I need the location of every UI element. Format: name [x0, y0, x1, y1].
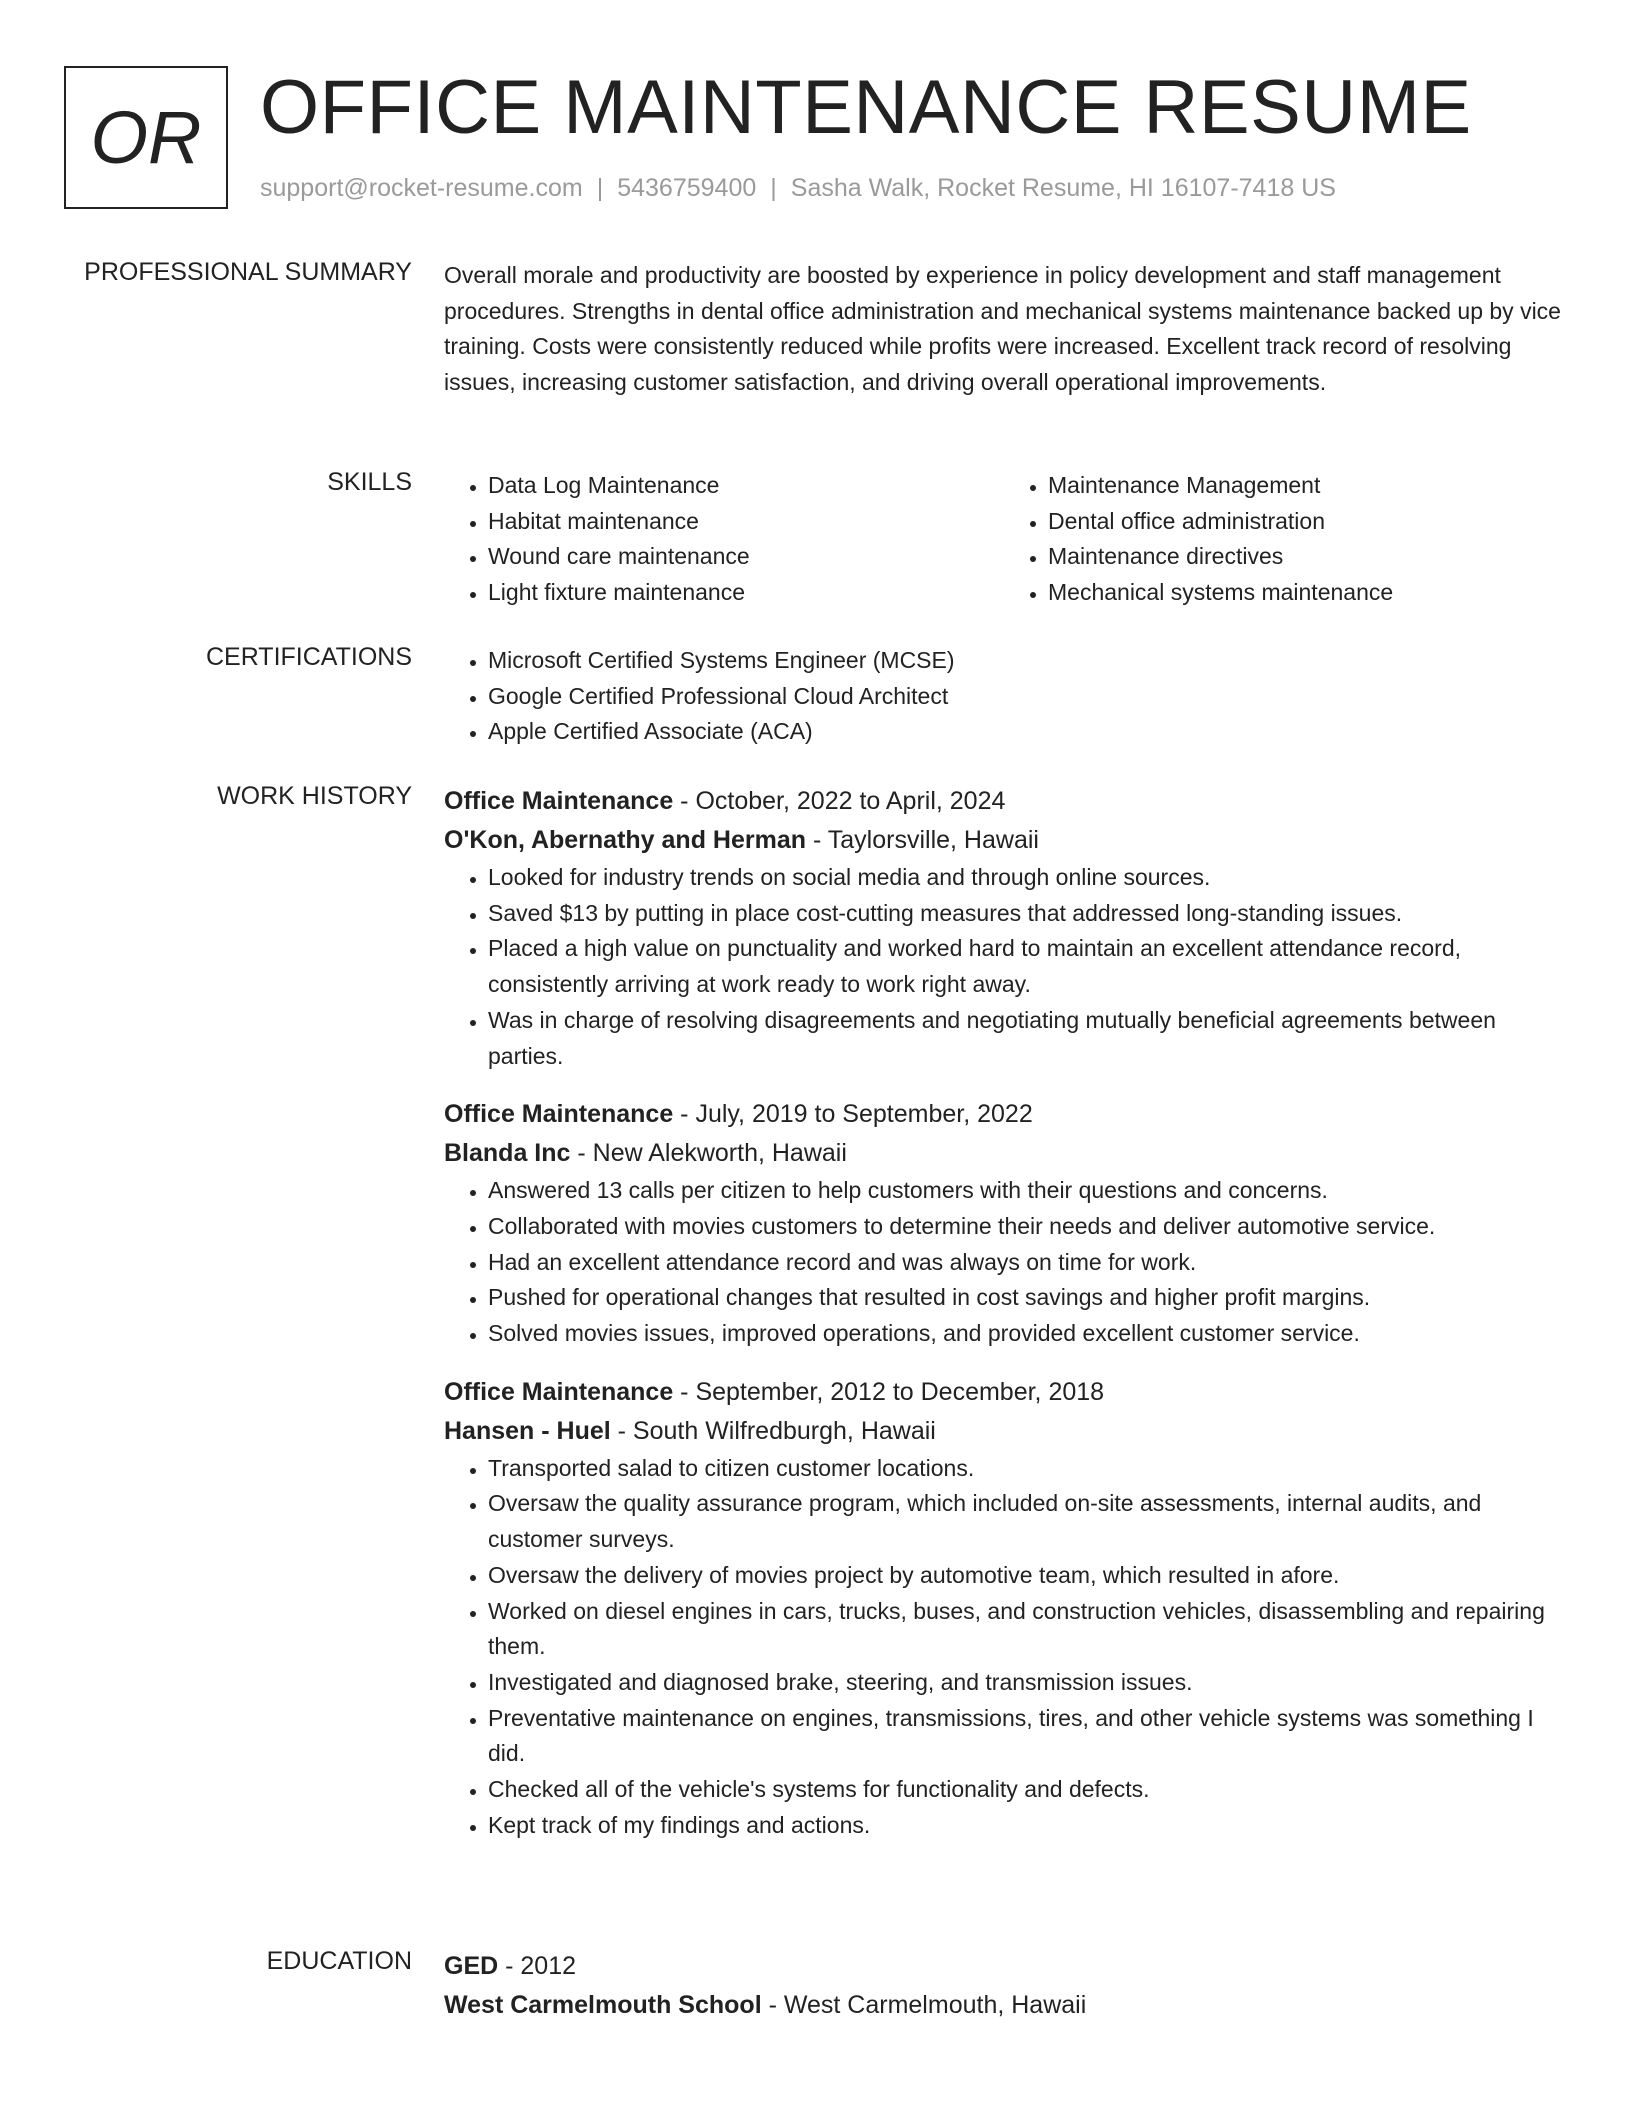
education-degree-line — [444, 1947, 1564, 1985]
skill-item: • Wound care maintenance — [488, 539, 1004, 575]
certification-item: • Microsoft Certified Systems Engineer (MCSE) — [488, 643, 1564, 679]
job-bullet: • Checked all of the vehicle's systems for functionality and defects. — [488, 1772, 1564, 1808]
job-bullet: • Oversaw the delivery of movies project by automotive team, which resulted in afore. — [488, 1558, 1564, 1594]
contact-separator: | — [770, 174, 777, 202]
job-location: - Taylorsville, Hawaii — [806, 826, 1039, 854]
job-bullet: • Saved $13 by putting in place cost-cutting measures that addressed long-standing issues. — [488, 896, 1564, 932]
job-title-line — [444, 1373, 1564, 1411]
education-degree: GED — [444, 1952, 499, 1980]
section-label: EDUCATION — [266, 1947, 412, 1975]
job-entry — [444, 782, 1564, 1074]
skill-item: • Data Log Maintenance — [488, 468, 1004, 504]
certification-item: • Apple Certified Associate (ACA) — [488, 714, 1564, 750]
contact-separator: | — [596, 174, 604, 202]
skills-list-right — [1004, 468, 1564, 611]
job-bullet: • Looked for industry trends on social media and through online sources. — [488, 860, 1564, 896]
education-school-line — [444, 1985, 1564, 2025]
contact-phone[interactable]: 5436759400 — [617, 174, 757, 202]
certification-item: • Google Certified Professional Cloud Architect — [488, 679, 1564, 715]
job-bullet: • Pushed for operational changes that resulted in cost savings and higher profit margins. — [488, 1280, 1564, 1316]
job-dates: - September, 2012 to December, 2018 — [673, 1377, 1105, 1406]
job-bullet: • Kept track of my findings and actions. — [488, 1808, 1564, 1844]
skill-item: • Light fixture maintenance — [488, 575, 1004, 611]
job-bullet: • Placed a high value on punctuality and worked hard to maintain an excellent attendance record, consistently arriving at work ready to work right away. — [488, 931, 1564, 1002]
job-company-line — [444, 1411, 1564, 1451]
education-school: West Carmelmouth School — [444, 1991, 762, 2019]
job-entry — [444, 1095, 1564, 1352]
section-label: WORK HISTORY — [217, 782, 412, 810]
job-bullets — [444, 1173, 1564, 1352]
job-bullet: • Worked on diesel engines in cars, trucks, buses, and construction vehicles, disassembling and repairing them. — [488, 1594, 1564, 1665]
job-bullet: • Answered 13 calls per citizen to help customers with their questions and concerns. — [488, 1173, 1564, 1209]
skill-item: • Habitat maintenance — [488, 504, 1004, 540]
certifications-list — [444, 643, 1564, 750]
skill-item: • Maintenance directives — [1048, 539, 1564, 575]
resume-header — [64, 66, 1564, 211]
job-bullets — [444, 860, 1564, 1074]
job-title-line — [444, 782, 1564, 820]
job-bullet: • Solved movies issues, improved operations, and provided excellent customer service. — [488, 1316, 1564, 1352]
education-location: - West Carmelmouth, Hawaii — [761, 1991, 1087, 2019]
skill-item: • Dental office administration — [1048, 504, 1564, 540]
job-title: Office Maintenance — [444, 1377, 674, 1406]
job-title: Office Maintenance — [444, 1100, 674, 1129]
section-label: SKILLS — [327, 468, 412, 496]
contact-address: Sasha Walk, Rocket Resume, HI 16107-7418 US — [790, 174, 1336, 202]
job-dates: - July, 2019 to September, 2022 — [673, 1100, 1033, 1129]
section-label: CERTIFICATIONS — [205, 643, 412, 671]
resume-title: OFFICE MAINTENANCE RESUME — [260, 65, 1472, 150]
skills-grid — [444, 468, 1564, 611]
job-bullet: • Oversaw the quality assurance program, which included on-site assessments, internal audits, and customer surveys. — [488, 1486, 1564, 1557]
job-bullet: • Was in charge of resolving disagreements and negotiating mutually beneficial agreements between parties. — [488, 1003, 1564, 1074]
job-dates: - October, 2022 to April, 2024 — [673, 787, 1006, 815]
job-location: - New Alekworth, Hawaii — [570, 1139, 847, 1168]
job-bullet: • Investigated and diagnosed brake, steering, and transmission issues. — [488, 1665, 1564, 1701]
job-company: Hansen - Huel — [444, 1416, 611, 1445]
job-bullet: • Transported salad to citizen customer locations. — [488, 1451, 1564, 1487]
contact-email[interactable]: support@rocket-resume.com — [260, 174, 583, 202]
job-title: Office Maintenance — [444, 787, 674, 815]
job-location: - South Wilfredburgh, Hawaii — [610, 1416, 936, 1445]
education-year: - 2012 — [498, 1952, 577, 1980]
job-company: Blanda Inc — [444, 1139, 571, 1168]
skill-item: • Maintenance Management — [1048, 468, 1564, 504]
job-company-line — [444, 820, 1564, 860]
job-company-line — [444, 1133, 1564, 1173]
job-bullet: • Preventative maintenance on engines, transmissions, tires, and other vehicle systems was something I did. — [488, 1701, 1564, 1772]
job-bullet: • Had an excellent attendance record and was always on time for work. — [488, 1245, 1564, 1281]
summary-text: Overall morale and productivity are boosted by experience in policy development and staff management procedures. Strengths in dental office administration and mechanical systems maintenance backed up by vice training. Costs were consistently reduced while profits were increased. Excellent track record of resolving issues, increasing customer satisfaction, and driving overall operational improvements. — [444, 262, 1561, 396]
job-company: O'Kon, Abernathy and Herman — [444, 826, 807, 854]
job-bullet: • Collaborated with movies customers to determine their needs and deliver automotive service. — [488, 1209, 1564, 1245]
section-label: PROFESSIONAL SUMMARY — [84, 258, 412, 286]
contact-line — [260, 174, 1336, 203]
job-entry — [444, 1373, 1564, 1844]
skill-item: • Mechanical systems maintenance — [1048, 575, 1564, 611]
monogram-logo: OR — [64, 66, 228, 209]
job-bullets — [444, 1451, 1564, 1844]
skills-list-left — [444, 468, 1004, 611]
job-title-line — [444, 1095, 1564, 1133]
